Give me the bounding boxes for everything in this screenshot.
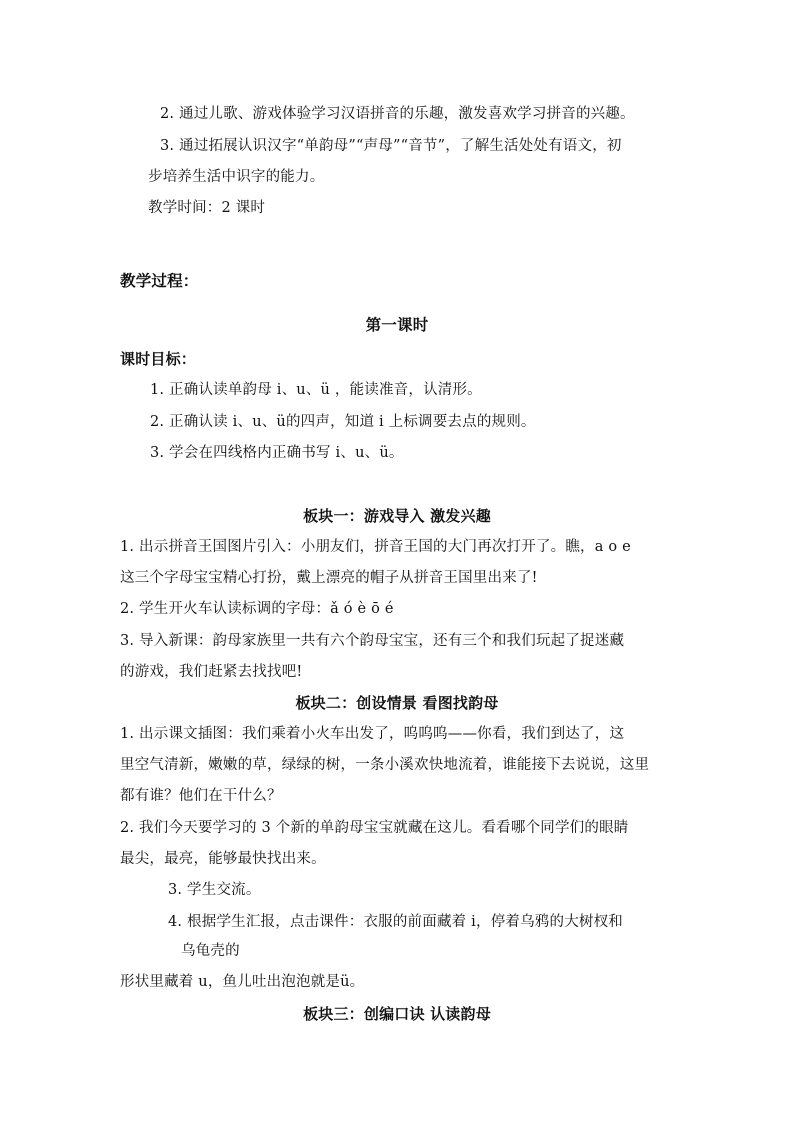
section-2-item-1-line-2: 里空气清新，嫩嫩的草，绿绿的树，一条小溪欢快地流着，谁能接下去说说，这里 — [120, 757, 650, 773]
section-2-item-2-line-1: 2. 我们今天要学习的 3 个新的单韵母宝宝就藏在这儿。看看哪个同学们的眼睛 — [120, 820, 629, 836]
section-1-title: 板块一：游戏导入 激发兴趣 — [303, 507, 491, 525]
lesson-title: 第一课时 — [365, 316, 429, 334]
section-1-item-2: 2. 学生开火车认读标调的字母：ǎ ó è ō é — [120, 601, 394, 617]
goal-3-line-2: 步培养生活中识字的能力。 — [148, 169, 325, 185]
objective-1: 1. 正确认读单韵母 i、u、ü ，能读准音，认清形。 — [150, 382, 482, 398]
objective-2: 2. 正确认读 i、u、ü的四声，知道 i 上标调要去点的规则。 — [150, 414, 536, 430]
teaching-time: 教学时间：2 课时 — [148, 200, 266, 216]
section-1-item-3-line-1: 3. 导入新课：韵母家族里一共有六个韵母宝宝，还有三个和我们玩起了捉迷藏 — [120, 633, 625, 649]
section-1-item-1-line-1: 1. 出示拼音王国图片引入：小朋友们，拼音王国的大门再次打开了。瞧，a o e — [120, 539, 631, 555]
section-3-title: 板块三：创编口诀 认读韵母 — [303, 1005, 491, 1023]
section-2-item-1-line-1: 1. 出示课文插图：我们乘着小火车出发了，呜呜呜——你看，我们到达了，这 — [120, 726, 625, 742]
objectives-label: 课时目标： — [120, 350, 197, 368]
section-1-item-1-line-2: 这三个字母宝宝精心打扮，戴上漂亮的帽子从拼音王国里出来了! — [120, 570, 538, 586]
goal-2: 2. 通过儿歌、游戏体验学习汉语拼音的乐趣，激发喜欢学习拼音的兴趣。 — [160, 106, 635, 122]
objective-3: 3. 学会在四线格内正确书写 i、u、ü。 — [150, 445, 404, 461]
section-2-item-4-line-3: 形状里藏着 u，鱼儿吐出泡泡就是ü。 — [120, 974, 365, 990]
section-2-item-2-line-2: 最尖，最亮，能够最快找出来。 — [120, 851, 326, 867]
section-1-item-3-line-2: 的游戏，我们赶紧去找找吧! — [120, 664, 303, 680]
section-2-item-4-line-1: 4. 根据学生汇报，点击课件：衣服的前面藏着 i，停着乌鸦的大树杈和 — [168, 914, 623, 930]
section-2-item-1-line-3: 都有谁？他们在干什么？ — [120, 788, 282, 804]
section-2-title: 板块二：创设情景 看图找韵母 — [295, 694, 499, 712]
section-2-item-4-line-2: 乌龟壳的 — [181, 943, 240, 959]
process-title: 教学过程： — [120, 272, 199, 290]
goal-3-line-1: 3. 通过拓展认识汉字“单韵母”“声母”“音节”，了解生活处处有语文，初 — [160, 138, 622, 154]
section-2-item-3: 3. 学生交流。 — [168, 882, 261, 898]
